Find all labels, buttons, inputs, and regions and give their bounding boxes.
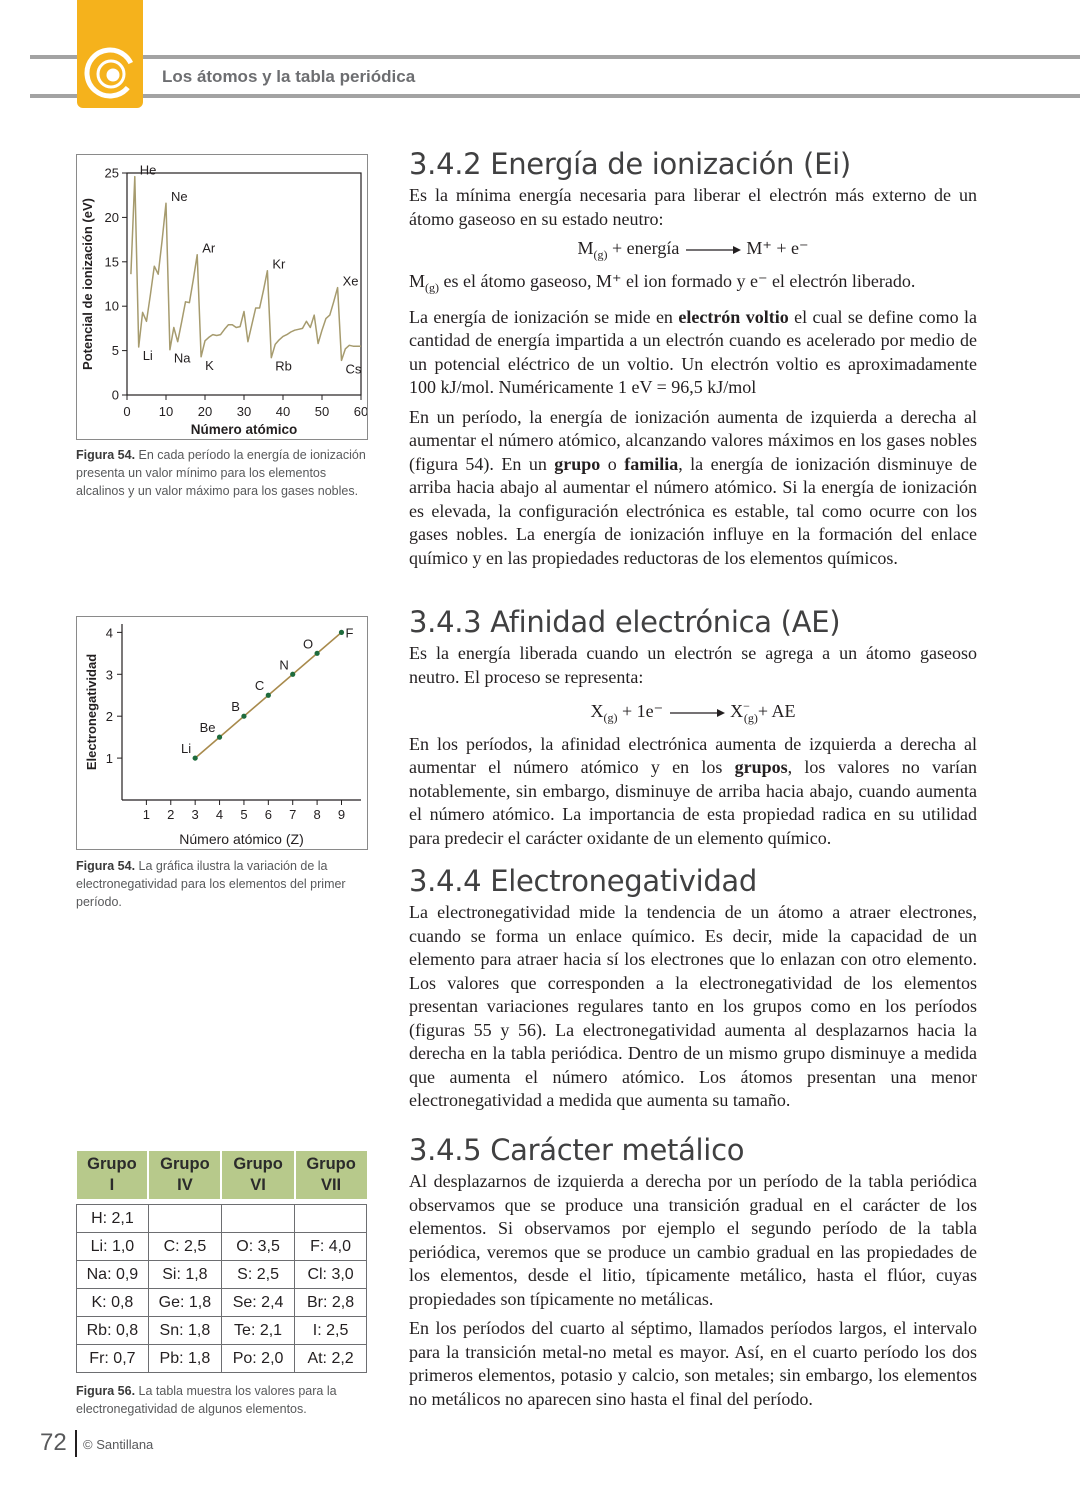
section-metallic-character <box>409 1133 977 1411</box>
x-tick-label: 3 <box>191 807 199 822</box>
series-line <box>131 177 361 364</box>
electronegativity-caption <box>76 857 346 911</box>
y-tick-label: 3 <box>105 667 113 683</box>
element-label: Ne <box>171 189 188 205</box>
caption-label: Figura 54. <box>76 859 136 873</box>
x-tick-label: 1 <box>142 807 151 822</box>
table-cell: H: 2,1 <box>77 1205 149 1233</box>
point-label: Li <box>181 741 192 757</box>
header-rule-bottom <box>30 94 1080 98</box>
ionization-equation: $M_{(g)}$ + energía M⁺ + e⁻ <box>577 238 809 262</box>
table-cell: Na: 0,9 <box>77 1261 149 1289</box>
table-header: Grupo VII <box>295 1151 367 1199</box>
paragraph: En un período, la energía de ionización aumenta de izquierda a derecha al aumentar el número atómico, alcanzando valores máximos en los gases nobles (figura 54). En un grupo o familia, la energía de ionización disminuye de arriba hacia abajo al aumentar el número atómico. Si la energía de ionización es elevada, la configuración electrónica es estable, tal como ocurre con los gases nobles. La energía de ionización influye en la formación del enlace químico y en las propiedades reductoras de los elementos químicos. <box>409 406 977 568</box>
x-tick-label: 50 <box>314 404 330 419</box>
copyright: © Santillana <box>83 1437 154 1452</box>
electronegativity-chart <box>76 616 368 850</box>
table-header-row <box>77 1151 367 1199</box>
table-cell: C: 2,5 <box>148 1233 221 1261</box>
section-title: 3.4.5 Carácter metálico <box>409 1133 745 1167</box>
y-tick-label: 4 <box>105 625 113 641</box>
table-cell <box>295 1205 367 1233</box>
point-label: Be <box>199 720 216 736</box>
caption-label: Figura 54. <box>76 448 136 462</box>
caption-label: Figura 56. <box>76 1384 136 1398</box>
x-axis-label: Número atómico (Z) <box>179 831 304 847</box>
table-caption <box>76 1382 356 1418</box>
paragraph: Es la mínima energía necesaria para liberar el electrón más externo de un átomo gaseoso en su estado neutro: <box>409 185 977 229</box>
page-footer <box>40 1429 154 1457</box>
point-label: C <box>254 678 265 694</box>
table-cell: Br: 2,8 <box>295 1289 367 1317</box>
x-tick-label: 2 <box>167 807 175 822</box>
y-tick-label: 25 <box>104 165 119 181</box>
point-label: F <box>345 625 354 641</box>
table-row <box>77 1345 367 1373</box>
table-header: Grupo VI <box>221 1151 294 1199</box>
chapter-emblem-icon <box>77 0 143 108</box>
x-tick-label: 4 <box>215 807 224 822</box>
paragraph: La electronegatividad mide la tendencia de un átomo a atraer electrones, cuando se forma un enlace químico. Es decir, mide la capacidad de un elemento para atraer hacia sí los electrones que lo enlazan con otro elemento. Los valores que corresponden a la electronegatividad de los elementos presentan variaciones regulares tanto en los grupos como en los períodos (figuras 55 y 56). La electronegatividad aumenta al desplazarnos hacia la derecha en la tabla periódica. Dentro de un mismo grupo disminuye a medida que aumenta el número atómico. Los átomos presentan una menor electronegatividad a medida que aumenta su tamaño. <box>409 902 977 1110</box>
data-point <box>193 755 198 760</box>
chapter-tab <box>77 0 143 108</box>
header-rule-top <box>30 55 1080 59</box>
y-tick-label: 15 <box>104 254 119 270</box>
section-ionization <box>409 147 977 570</box>
y-tick-label: 10 <box>104 298 119 314</box>
table-cell: Si: 1,8 <box>148 1261 221 1289</box>
x-tick-label: 0 <box>123 404 131 419</box>
y-tick-label: 20 <box>104 209 119 225</box>
table-cell: Se: 2,4 <box>221 1289 294 1317</box>
y-tick-label: 5 <box>111 343 119 359</box>
x-tick-label: 8 <box>313 807 321 822</box>
x-tick-label: 40 <box>275 404 291 419</box>
caption-text: En cada período la energía de ionización presenta un valor mínimo para los elementos alcalinos y un valor máximo para los gases nobles. <box>76 448 366 498</box>
caption-text: La tabla muestra los valores para la electronegatividad de algunos elementos. <box>76 1384 337 1416</box>
table-cell: Sn: 1,8 <box>148 1317 221 1345</box>
paragraph: La energía de ionización se mide en electrón voltio el cual se define como la cantidad de energía impartida a un electrón cuando es acelerado por medio de un potencial eléctrico de un voltio. Un electrón voltio es aproximadamente 100 kJ/mol. Numéricamente 1 eV = 96,5 kJ/mol <box>409 306 977 398</box>
data-point <box>217 735 222 740</box>
table-cell: Fr: 0,7 <box>77 1345 149 1373</box>
ionization-chart <box>76 154 368 440</box>
section-electron-affinity <box>409 605 977 850</box>
ionization-caption <box>76 446 366 500</box>
table-cell: Li: 1,0 <box>77 1233 149 1261</box>
page-number: 72 <box>40 1429 67 1456</box>
element-label: Li <box>142 348 153 364</box>
reaction-arrow-icon <box>668 707 726 719</box>
header-title: Los átomos y la tabla periódica <box>162 67 416 86</box>
element-label: Kr <box>272 256 286 272</box>
table-cell: F: 4,0 <box>295 1233 367 1261</box>
table-row <box>77 1261 367 1289</box>
element-label: Na <box>173 350 191 366</box>
x-tick-label: 7 <box>289 807 297 822</box>
paragraph: En los períodos, la afinidad electrónica aumenta de izquierda a derecha al aumentar el número atómico y en los grupos, los valores no varían notablemente, sin embargo, disminuye de arriba hacia abajo, cuando aumenta el número atómico. La importancia de esta propiedad radica en su utilidad para predecir el carácter oxidante de un elemento químico. <box>409 733 977 848</box>
point-label: B <box>231 699 240 715</box>
x-tick-label: 6 <box>264 807 272 822</box>
y-tick-label: 1 <box>105 751 113 767</box>
table-row <box>77 1317 367 1345</box>
table-row <box>77 1205 367 1233</box>
data-point <box>315 651 320 656</box>
x-tick-label: 20 <box>197 404 213 419</box>
element-label: Cs <box>345 361 362 377</box>
footer-divider <box>75 1430 77 1457</box>
table-cell: At: 2,2 <box>295 1345 367 1373</box>
x-tick-label: 30 <box>236 404 252 419</box>
table-cell: Ge: 1,8 <box>148 1289 221 1317</box>
paragraph: $M_{(g)}$ es el átomo gaseoso, M⁺ el ion formado y e⁻ el electrón liberado. <box>409 270 916 295</box>
point-label: N <box>279 657 289 673</box>
y-tick-label: 0 <box>111 387 119 403</box>
paragraph: Al desplazarnos de izquierda a derecha por un período de la tabla periódica observamos que se produce una transición gradual en el carácter de los elementos. Si observamos por ejemplo el segundo período de la tabla periódica, veremos que se produce un cambio gradual en las propiedades de los elementos, desde el litio, típicamente metálico, hasta el flúor, cuyas propiedades son típicamente no metálicas. <box>409 1171 977 1309</box>
table-header: Grupo I <box>77 1151 149 1199</box>
x-tick-label: 9 <box>337 807 346 822</box>
section-title: 3.4.2 Energía de ionización (Ei) <box>409 147 851 181</box>
electronegativity-table <box>76 1151 367 1373</box>
section-title: 3.4.4 Electronegatividad <box>409 864 758 898</box>
element-label: Xe <box>342 273 359 289</box>
point-label: O <box>302 636 314 652</box>
table-cell: Rb: 0,8 <box>77 1317 149 1345</box>
table-cell: I: 2,5 <box>295 1317 367 1345</box>
ionization-chart-svg <box>77 155 367 439</box>
table-cell: Pb: 1,8 <box>148 1345 221 1373</box>
y-axis-label: Potencial de ionización (eV) <box>80 198 95 370</box>
table-cell: Te: 2,1 <box>221 1317 294 1345</box>
caption-text: La gráfica ilustra la variación de la electronegatividad para los elementos del primer período. <box>76 859 346 909</box>
table-cell: O: 3,5 <box>221 1233 294 1261</box>
element-label: K <box>205 357 214 373</box>
element-label: Rb <box>275 358 292 374</box>
x-tick-label: 10 <box>158 404 174 419</box>
data-point <box>290 672 295 677</box>
table-cell: Cl: 3,0 <box>295 1261 367 1289</box>
data-point <box>241 714 246 719</box>
table-row <box>77 1289 367 1317</box>
reaction-arrow-icon <box>684 244 742 256</box>
table-cell: K: 0,8 <box>77 1289 149 1317</box>
affinity-equation: $X_{(g)} + 1e^-$ $X^-_{(g)}+$ AE <box>590 699 796 725</box>
table-cell <box>221 1205 294 1233</box>
table-cell: S: 2,5 <box>221 1261 294 1289</box>
plot-frame <box>127 173 361 395</box>
element-label: Ar <box>202 240 216 256</box>
table-row <box>77 1233 367 1261</box>
section-electronegativity <box>409 864 977 1113</box>
x-tick-label: 60 <box>353 404 367 419</box>
y-axis-label: Electronegatividad <box>84 653 99 771</box>
table-cell <box>148 1205 221 1233</box>
section-title: 3.4.3 Afinidad electrónica (AE) <box>409 605 841 639</box>
data-point <box>266 693 271 698</box>
paragraph: En los períodos del cuarto al séptimo, llamados períodos largos, el intervalo para la transición metal-no metal es mayor. Así, en el cuarto período los dos primeros elementos, potasio y calcio, son metales; sin embargo, los elementos no metálicos no aparecen sino hasta el final del período. <box>409 1318 977 1409</box>
x-tick-label: 5 <box>240 807 248 822</box>
element-label: He <box>139 162 157 178</box>
x-axis-label: Número atómico <box>190 422 298 437</box>
table-cell: Po: 2,0 <box>221 1345 294 1373</box>
data-point <box>339 630 344 635</box>
table-header: Grupo IV <box>148 1151 221 1199</box>
paragraph: Es la energía liberada cuando un electrón se agrega a un átomo gaseoso neutro. El proceso se representa: <box>409 643 977 687</box>
electronegativity-chart-svg <box>77 617 367 849</box>
y-tick-label: 2 <box>105 709 113 725</box>
